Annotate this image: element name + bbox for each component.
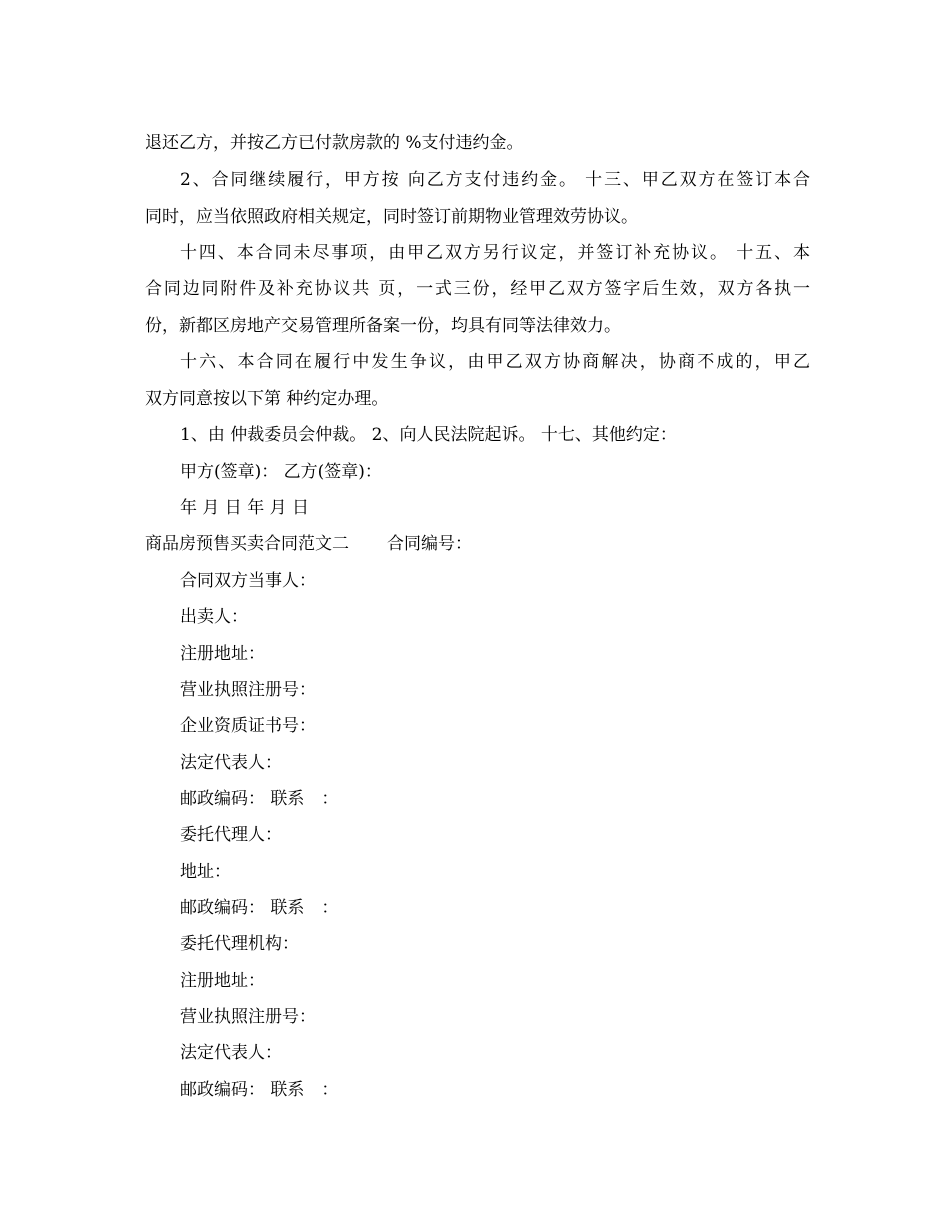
section-title-line: [145, 532, 810, 556]
field-parties: 合同双方当事人：: [180, 571, 316, 591]
paragraph-line-2: 2、合同继续履行，甲方按 向乙方支付违约金。 十三、甲乙双方在签订本合: [180, 170, 810, 190]
paragraph-line-3: 同时，应当依照政府相关规定，同时签订前期物业管理效劳协议。: [145, 207, 638, 227]
signature-line: 甲方(签章)： 乙方(签章)：: [180, 462, 382, 482]
paragraph-line-5: 合同边同附件及补充协议共 页，一式三份，经甲乙双方签字后生效，双方各执一: [145, 279, 810, 299]
paragraph-line-1: 退还乙方，并按乙方已付款房款的 %支付违约金。: [145, 133, 524, 153]
paragraph-line-8: 双方同意按以下第 种约定办理。: [145, 389, 389, 409]
field-postcode-contact: 邮政编码： 联系 ：: [180, 789, 339, 809]
paragraph-line-7: 十六、本合同在履行中发生争议，由甲乙双方协商解决，协商不成的，甲乙: [180, 352, 810, 372]
field-address: 地址：: [180, 862, 231, 882]
field-legal-representative: 法定代表人：: [180, 753, 282, 773]
field-agency: 委托代理机构：: [180, 934, 299, 954]
date-line: 年 月 日 年 月 日: [180, 498, 310, 518]
paragraph-line-4: 十四、本合同未尽事项，由甲乙双方另行议定，并签订补充协议。 十五、本: [180, 243, 810, 263]
paragraph-line-9: 1、由 仲裁委员会仲裁。 2、向人民法院起诉。 十七、其他约定：: [180, 425, 677, 445]
field-license-number: 营业执照注册号：: [180, 680, 316, 700]
field-postcode-contact-3: 邮政编码： 联系 ：: [180, 1080, 339, 1100]
field-legal-representative-2: 法定代表人：: [180, 1043, 282, 1063]
field-seller: 出卖人：: [180, 607, 248, 627]
field-qualification-number: 企业资质证书号：: [180, 716, 316, 736]
field-license-number-2: 营业执照注册号：: [180, 1007, 316, 1027]
field-registered-address-2: 注册地址：: [180, 971, 265, 991]
field-registered-address: 注册地址：: [180, 644, 265, 664]
field-postcode-contact-2: 邮政编码： 联系 ：: [180, 898, 339, 918]
contract-number-label: 合同编号：: [387, 534, 472, 554]
paragraph-line-6: 份，新都区房地产交易管理所备案一份，均具有同等法律效力。: [145, 316, 621, 336]
section-title: 商品房预售买卖合同范文二: [145, 534, 349, 554]
field-agent: 委托代理人：: [180, 825, 282, 845]
